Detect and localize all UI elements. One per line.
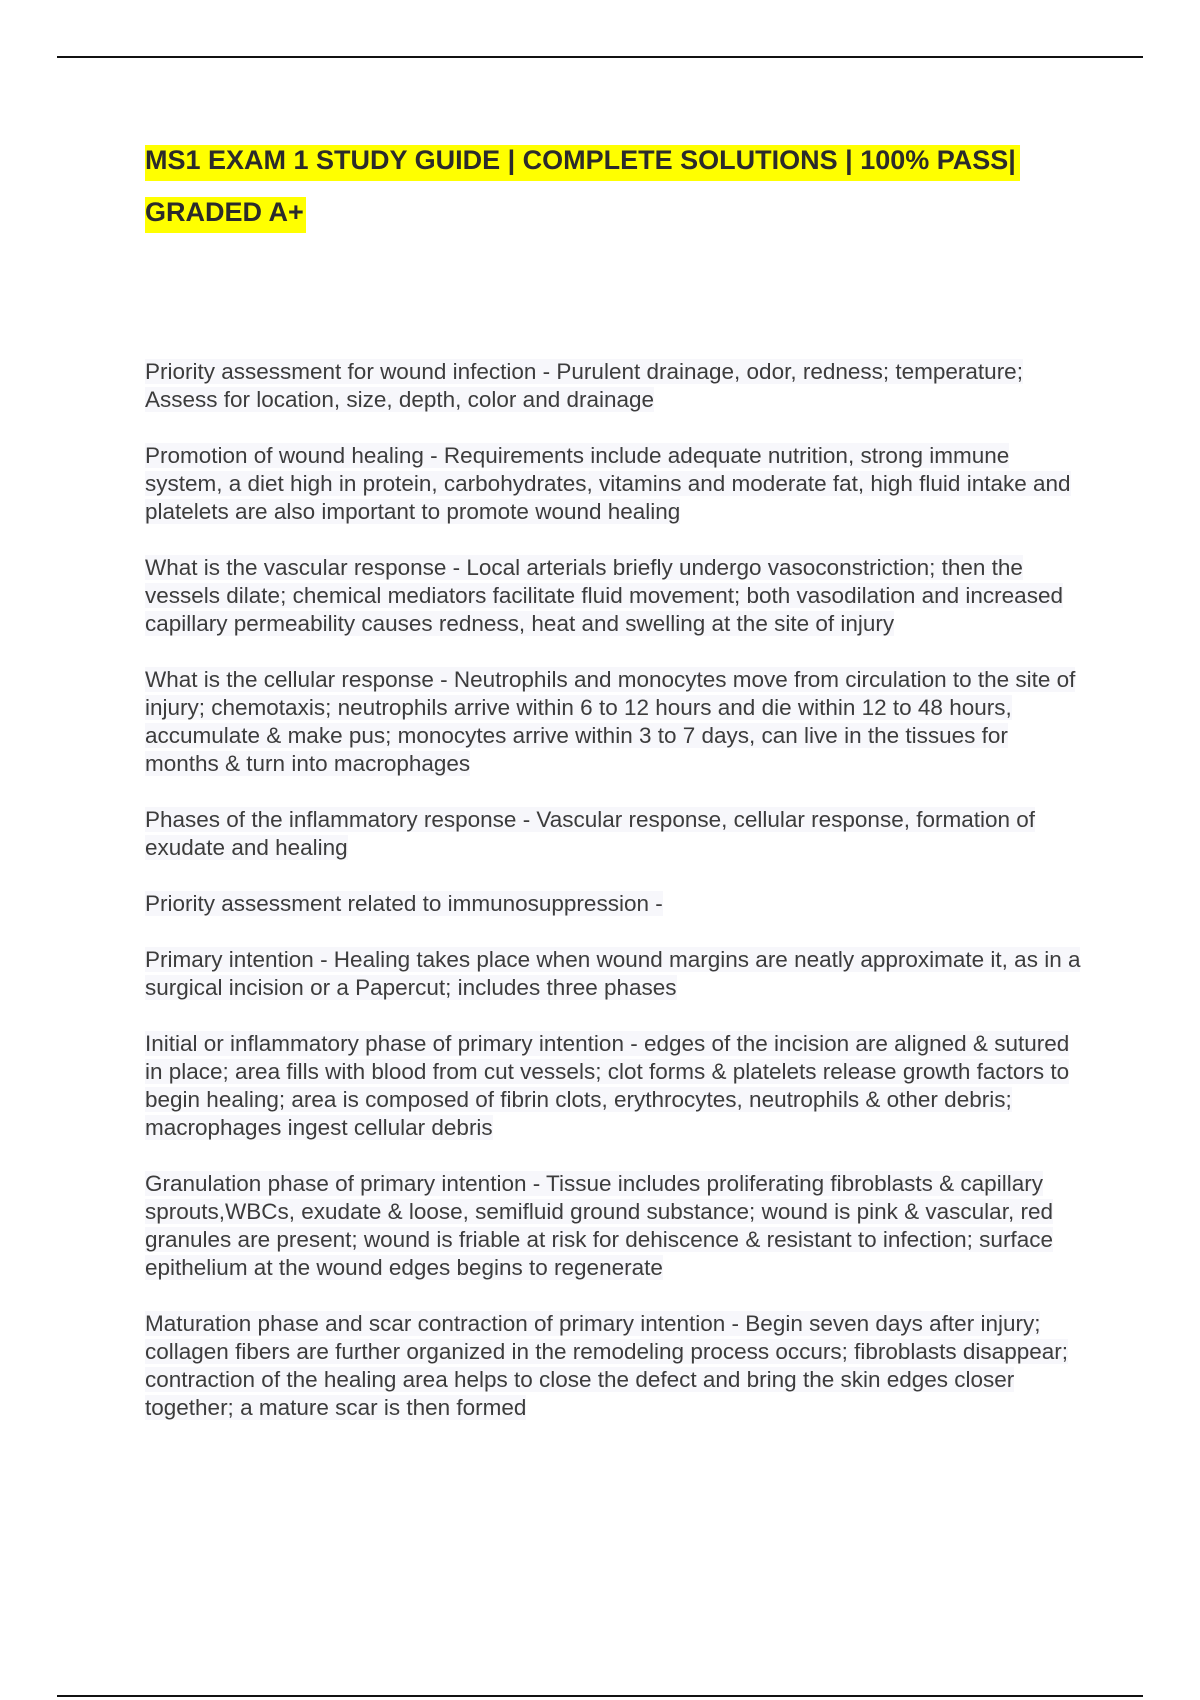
entry-text: Priority assessment for wound infection - Purulent drainage, odor, redness; temperature; Assess for location, size, depth, color and drainage bbox=[145, 359, 1023, 412]
bottom-divider bbox=[57, 1695, 1143, 1697]
entry-wound-healing bbox=[145, 442, 1085, 526]
entry-wound-infection bbox=[145, 358, 1085, 414]
study-entries bbox=[145, 358, 1085, 1450]
entry-immunosuppression bbox=[145, 890, 1085, 918]
entry-text: Maturation phase and scar contraction of primary intention - Begin seven days after injury; collagen fibers are further organized in the remodeling process occurs; fibroblasts disappear; contraction of the healing area helps to close the defect and bring the skin edges closer together; a mature scar is then formed bbox=[145, 1311, 1068, 1420]
entry-inflammatory-phases bbox=[145, 806, 1085, 862]
entry-vascular-response bbox=[145, 554, 1085, 638]
entry-text: Phases of the inflammatory response - Vascular response, cellular response, formation of exudate and healing bbox=[145, 807, 1036, 860]
entry-text: Initial or inflammatory phase of primary intention - edges of the incision are aligned & sutured in place; area fills with blood from cut vessels; clot forms & platelets release growth factors to begin healing; area is composed of fibrin clots, erythrocytes, neutrophils & other debris; macrophages ingest cellular debris bbox=[145, 1031, 1070, 1140]
entry-primary-intention bbox=[145, 946, 1085, 1002]
entry-granulation-phase bbox=[145, 1170, 1085, 1282]
entry-text: What is the cellular response - Neutrophils and monocytes move from circulation to the site of injury; chemotaxis; neutrophils arrive within 6 to 12 hours and die within 12 to 48 hours, accumulate & make pus; monocytes arrive within 3 to 7 days, can live in the tissues for months & turn into macrophages bbox=[145, 667, 1076, 776]
entry-inflammatory-phase bbox=[145, 1030, 1085, 1142]
entry-text: Priority assessment related to immunosuppression - bbox=[145, 891, 663, 916]
entry-text: Promotion of wound healing - Requirements include adequate nutrition, strong immune system, a diet high in protein, carbohydrates, vitamins and moderate fat, high fluid intake and platelets are also important to promote wound healing bbox=[145, 443, 1071, 524]
document-title bbox=[145, 134, 1093, 238]
entry-text: What is the vascular response - Local arterials briefly undergo vasoconstriction; then the vessels dilate; chemical mediators facilitate fluid movement; both vasodilation and increased capillary permeability causes redness, heat and swelling at the site of injury bbox=[145, 555, 1063, 636]
top-divider bbox=[57, 56, 1143, 58]
title-line-2-text: GRADED A+ bbox=[145, 197, 306, 233]
title-line-2 bbox=[145, 186, 1093, 238]
title-line-1-text: MS1 EXAM 1 STUDY GUIDE | COMPLETE SOLUTIONS | 100% PASS| bbox=[145, 145, 1020, 181]
entry-text: Granulation phase of primary intention - Tissue includes proliferating fibroblasts & capillary sprouts,WBCs, exudate & loose, semifluid ground substance; wound is pink & vascular, red granules are present; wound is friable at risk for dehiscence & resistant to infection; surface epithelium at the wound edges begins to regenerate bbox=[145, 1171, 1053, 1280]
entry-maturation-phase bbox=[145, 1310, 1085, 1422]
entry-text: Primary intention - Healing takes place when wound margins are neatly approximate it, as in a surgical incision or a Papercut; includes three phases bbox=[145, 947, 1081, 1000]
title-line-1 bbox=[145, 134, 1093, 186]
entry-cellular-response bbox=[145, 666, 1085, 778]
